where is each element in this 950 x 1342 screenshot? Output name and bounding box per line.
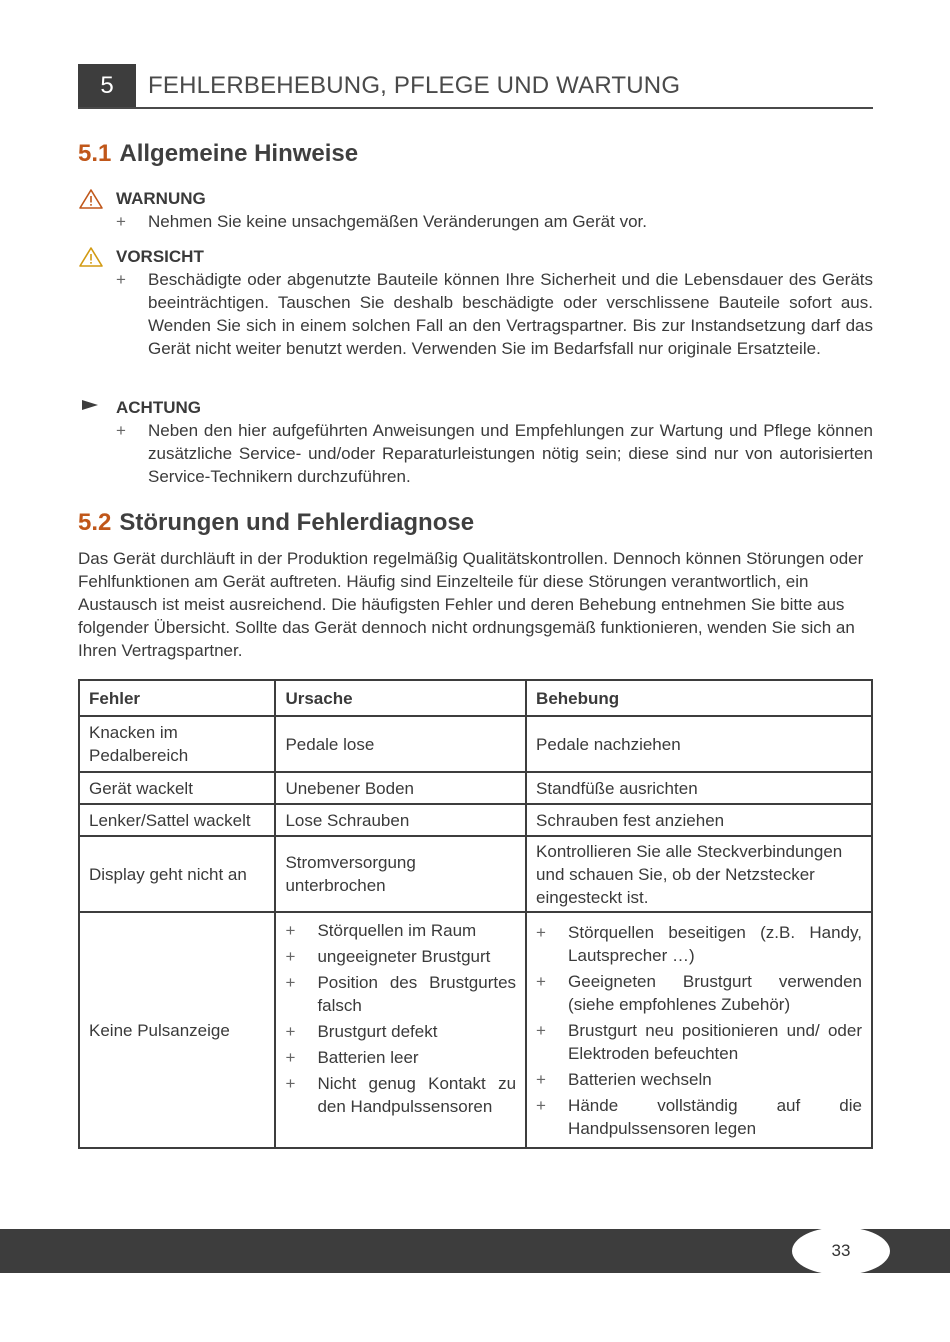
table-cell: Stromversorgung unterbrochen [275, 836, 526, 912]
notice-warning [78, 188, 873, 233]
notice-label: ACHTUNG [116, 398, 201, 417]
table-row [79, 772, 872, 804]
column-header: Behebung [526, 680, 872, 716]
section-title: Störungen und Fehlerdiagnose [119, 509, 475, 536]
list-item: + Nicht genug Kontakt zu den Handpulssensoren [285, 1074, 517, 1116]
page-number: 33 [792, 1227, 890, 1275]
notice-label: VORSICHT [116, 247, 204, 266]
table-cell: Lose Schrauben [275, 804, 526, 836]
section-number: 5.1 [78, 140, 112, 167]
list-item: + Brustgurt defekt [285, 1022, 438, 1041]
table-cell: Standfüße ausrichten [526, 772, 872, 804]
plus-bullet: + [116, 421, 126, 440]
plus-bullet: + [116, 212, 126, 231]
chapter-number: 5 [78, 64, 136, 107]
notice-caution [78, 246, 873, 360]
fault-table [78, 679, 873, 1149]
list-item: + Hände vollständig auf die Handpulssensoren legen [536, 1096, 862, 1138]
remedy-list-cell [526, 912, 872, 1148]
list-item: + Brustgurt neu positionieren und/ oder Elektroden befeuchten [536, 1021, 862, 1063]
table-cell: Pedale lose [275, 716, 526, 772]
notice-item: + Beschädigte oder abgenutzte Bauteile können Ihre Sicherheit und die Lebensdauer des Geräts beeinträchtigen. Tauschen Sie deshalb beschädigte oder verschlissene Bauteile sofort aus. Wenden Sie sich in einem solchen Fall an den Vertragspartner. Bis zur Instandsetzung darf das Gerät nicht weiter benutzt werden. Verwenden Sie im Bedarfsfall nur originale Ersatzteile. [116, 270, 873, 358]
arrow-flag-icon [78, 397, 104, 419]
list-item: + Störquellen beseitigen (z.B. Handy, Lautsprecher …) [536, 923, 862, 965]
table-row [79, 716, 872, 772]
section-title: Allgemeine Hinweise [119, 140, 359, 167]
section-heading-general [78, 140, 358, 168]
table-row [79, 804, 872, 836]
table-cell: Display geht nicht an [79, 836, 275, 912]
notice-item: + Nehmen Sie keine unsachgemäßen Veränderungen am Gerät vor. [116, 212, 647, 231]
section-number: 5.2 [78, 509, 112, 536]
column-header: Fehler [79, 680, 275, 716]
list-item: + Batterien leer [285, 1048, 419, 1067]
plus-bullet: + [116, 270, 126, 289]
list-item: + Störquellen im Raum [285, 921, 477, 940]
column-header: Ursache [275, 680, 526, 716]
list-item: + Batterien wechseln [536, 1070, 712, 1089]
list-item: + ungeeigneter Brustgurt [285, 947, 491, 966]
table-cell: Keine Pulsanzeige [79, 912, 275, 1148]
chapter-header [78, 64, 873, 109]
table-cell: Pedale nachziehen [526, 716, 872, 772]
table-row [79, 912, 872, 1148]
table-row [79, 836, 872, 912]
table-cell: Knacken im Pedalbereich [79, 716, 275, 772]
table-header-row [79, 680, 872, 716]
list-item: + Geeigneten Brustgurt verwenden (siehe empfohlenes Zubehör) [536, 972, 862, 1014]
notice-label: WARNUNG [116, 189, 206, 208]
cause-list-cell [275, 912, 526, 1148]
list-item: + Position des Brustgurtes falsch [285, 973, 517, 1015]
table-cell: Gerät wackelt [79, 772, 275, 804]
table-cell: Lenker/Sattel wackelt [79, 804, 275, 836]
caution-triangle-icon [78, 246, 104, 268]
table-cell: Unebener Boden [275, 772, 526, 804]
notice-item: + Neben den hier aufgeführten Anweisungen und Empfehlungen zur Wartung und Pflege können zusätzliche Service- und/oder Reparaturleistungen nötig sein; diese sind nur von autorisierten Service-Technikern durchzuführen. [116, 421, 873, 486]
intro-paragraph: Das Gerät durchläuft in der Produktion regelmäßig Qualitätskontrollen. Dennoch können Störungen oder Fehlfunktionen am Gerät auftreten. Häufig sind Einzelteile für diese Störungen verantwortlich, ein Austausch ist meist ausreichend. Die häufigsten Fehler und deren Behebung entnehmen Sie bitte aus folgender Übersicht. Sollte das Gerät dennoch nicht ordnungsgemäß funktionieren, wenden Sie sich an Ihren Vertragspartner. [78, 549, 864, 660]
notice-attention [78, 397, 873, 488]
chapter-title: FEHLERBEHEBUNG, PFLEGE UND WARTUNG [148, 72, 681, 99]
warning-triangle-icon [78, 188, 104, 210]
table-cell: Schrauben fest anziehen [526, 804, 872, 836]
table-cell: Kontrollieren Sie alle Steckverbindungen und schauen Sie, ob der Netzstecker eingesteckt ist. [526, 836, 872, 912]
section-heading-diagnosis [78, 509, 474, 537]
